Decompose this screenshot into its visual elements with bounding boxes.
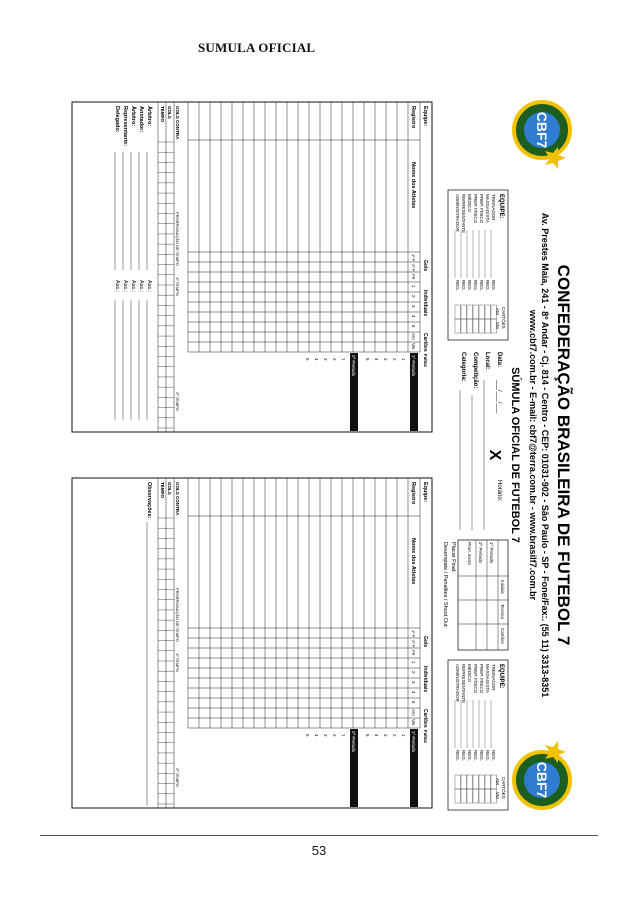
staff-role: REPRESENTANTE [461, 194, 466, 234]
document-title: SUMULA OFICIAL [198, 40, 316, 55]
footer-rule [40, 835, 598, 836]
falta-number: 3 [383, 734, 388, 737]
tempo-label: TEMPO [160, 482, 165, 499]
gols-contra-label: GOLS CONTRA [175, 482, 180, 516]
signature-label: Ass.: [130, 280, 136, 293]
card-column-label: AM [495, 308, 500, 315]
scanned-scoresheet [62, 90, 582, 820]
equipe-header: Equipe: [422, 482, 428, 503]
first-half-label: 1º TEMPO [175, 653, 180, 672]
card-column-label: VM [495, 792, 500, 799]
staff-role: MASSAGISTA [485, 664, 490, 693]
signature-label: Ass.: [114, 280, 120, 293]
staff-role: ADMINISTRADOR [455, 194, 460, 232]
first-half-label: 1º TEMPO [175, 277, 180, 296]
individual-column-label: 4 [411, 315, 416, 318]
placar-final-label: Placar Final: [450, 542, 456, 573]
falta-number: 5 [305, 358, 310, 361]
desempate-label: Desempate / Penalties / Shoot Out: [442, 542, 448, 629]
card-column-label: Ver [411, 343, 416, 350]
official-label: Representante: [122, 106, 128, 147]
cartoes-header: Cartões [422, 333, 428, 352]
logo-text-left: CBF7 [534, 111, 550, 149]
period-label: 2º Período [351, 355, 356, 377]
cartoes-label: CARTÕES [501, 307, 506, 329]
staff-role: MASSAGISTA [485, 194, 490, 223]
individual-column-label: 3 [411, 305, 416, 308]
signature-label: Ass.: [146, 280, 152, 293]
gol-column-label: PR [411, 274, 416, 280]
gol-column-label: 2º P [411, 640, 416, 648]
score-row-label: 1º Período [489, 542, 494, 564]
official-label: Árbitro: [146, 106, 152, 127]
official-label: Árbitro: [130, 106, 136, 127]
individual-column-label: 2 [411, 295, 416, 298]
staff-reg-label: REG. [479, 280, 484, 292]
staff-role: REPRESENTANTE [461, 664, 466, 704]
cartoes-header: Cartões [422, 709, 428, 728]
registro-header: Registro [410, 106, 416, 129]
individual-column-label: 5 [411, 701, 416, 704]
venue-label: Local: [484, 352, 490, 370]
individual-column-label: 2 [411, 671, 416, 674]
staff-role: PREP. FÍSICO [479, 664, 484, 694]
staff-reg-label: REG. [473, 280, 478, 292]
card-column-label: Am [411, 333, 416, 340]
official-label: Delegado: [114, 106, 120, 133]
staff-reg-label: REG. [491, 280, 496, 292]
signature-label: Ass.: [122, 280, 128, 293]
observacoes-label: Observações: [146, 482, 152, 519]
falta-number: 1 [401, 358, 406, 361]
falta-number: 3 [383, 358, 388, 361]
staff-reg-label: REG. [455, 280, 460, 292]
org-address: Av. Prestes Maia, 241 - 8º Andar - Cj. 814 - Centro - CEP: 01031-902 - São Paulo - SP - Fone/Fax:. (55 11) 3313-8351 [540, 212, 550, 698]
rotated-scoresheet [62, 90, 582, 820]
time-label: Horário: [496, 480, 502, 502]
period-label: 2º Período [351, 731, 356, 753]
staff-role: MÉDICO [467, 194, 472, 212]
falta-number: 1 [401, 734, 406, 737]
individuais-header: Individuais [422, 666, 428, 693]
tempo-label: TEMPO [160, 106, 165, 123]
nome-header: Nome dos Atletas [410, 162, 416, 209]
faltas-header: Faltas [423, 354, 428, 368]
gols-contra-label: GOLS CONTRA [175, 106, 180, 140]
falta-number: 4 [374, 358, 379, 361]
score-column-label: Tecnico [500, 604, 505, 620]
gols-header: Gols [422, 636, 428, 648]
staff-reg-label: REG. [485, 750, 490, 762]
prorrogacao-label: PRORROGAÇÃO DE TEMPO [175, 588, 180, 642]
date-value: ___/___/___ [496, 380, 502, 414]
gols-label: GOLS [167, 482, 172, 495]
gols-label: GOLS [167, 106, 172, 119]
gol-column-label: 2º P [411, 264, 416, 272]
org-name: CONFEDERAÇÃO BRASILEIRA DE FUTEBOL 7 [554, 264, 573, 646]
staff-reg-label: REG. [485, 280, 490, 292]
card-column-label: VM [495, 322, 500, 329]
prorrogacao-label: PRORROGAÇÃO DE TEMPO [175, 212, 180, 266]
falta-number: 3 [323, 358, 328, 361]
cartoes-label: CARTÕES [501, 777, 506, 799]
staff-reg-label: REG. [455, 750, 460, 762]
form-title: SÚMULA OFICIAL DE FUTEBOL 7 [509, 367, 521, 543]
second-half-label: 2º TEMPO [175, 768, 180, 787]
falta-number: 1 [341, 358, 346, 361]
score-row-label: Prorr. Extra [467, 542, 472, 565]
gol-column-label: 1º P [411, 630, 416, 638]
staff-role: MÉDICO [467, 664, 472, 682]
scoresheet-svg [62, 90, 582, 820]
gols-header: Gols [422, 260, 428, 272]
official-label: Anotador: [138, 106, 144, 133]
falta-number: 5 [365, 358, 370, 361]
staff-role: PREP. FÍSICO [479, 194, 484, 224]
score-column-label: Iniciais [500, 580, 505, 594]
staff-reg-label: REG. [491, 750, 496, 762]
falta-number: 4 [374, 734, 379, 737]
equipe-header: Equipe: [422, 106, 428, 127]
signature-label: Ass.: [138, 280, 144, 293]
falta-number: 2 [332, 734, 337, 737]
registro-header: Registro [410, 482, 416, 505]
staff-reg-label: REG. [461, 280, 466, 292]
page-number: 53 [311, 843, 327, 858]
logo-text-right: CBF7 [534, 761, 550, 799]
individual-column-label: 3 [411, 681, 416, 684]
card-column-label: AM [495, 778, 500, 785]
equipe-label: EQUIPE: [498, 664, 504, 689]
staff-role: TREINADOR [491, 664, 496, 691]
staff-role: PREP. FÍSICO [473, 194, 478, 224]
staff-reg-label: REG. [479, 750, 484, 762]
score-row-label: 2º Período [478, 542, 483, 564]
second-half-label: 2º TEMPO [175, 392, 180, 411]
gol-column-label: PR [411, 650, 416, 656]
score-column-label: Cartões [500, 628, 505, 644]
falta-number: 3 [323, 734, 328, 737]
faltas-header: Faltas [423, 730, 428, 744]
equipe-label: EQUIPE: [498, 194, 504, 219]
staff-role: PREP. FÍSICO [473, 664, 478, 694]
nome-header: Nome dos Atletas [410, 538, 416, 585]
competition-label: Competição: [472, 352, 478, 389]
staff-role: TREINADOR [491, 194, 496, 221]
period-label: 1º Período [411, 731, 416, 753]
individual-column-label: 5 [411, 325, 416, 328]
card-column-label: Am [411, 709, 416, 716]
gol-column-label: 1º P [411, 254, 416, 262]
org-web: www.cbf7.com.br - E-mail: cbf7@terra.com.br - www.brasilf7.com.br [528, 309, 538, 601]
individual-column-label: 1 [411, 285, 416, 288]
staff-reg-label: REG. [467, 280, 472, 292]
falta-number: 2 [392, 358, 397, 361]
falta-number: 5 [365, 734, 370, 737]
individual-column-label: 1 [411, 661, 416, 664]
falta-number: 4 [314, 734, 319, 737]
staff-reg-label: REG. [461, 750, 466, 762]
staff-reg-label: REG. [467, 750, 472, 762]
falta-number: 2 [332, 358, 337, 361]
individuais-header: Individuais [422, 290, 428, 317]
individual-column-label: 4 [411, 691, 416, 694]
date-label: Data: [496, 352, 502, 368]
versus-mark: X [486, 449, 503, 461]
staff-reg-label: REG. [473, 750, 478, 762]
period-label: 1º Período [411, 355, 416, 377]
falta-number: 2 [392, 734, 397, 737]
card-column-label: Ver [411, 719, 416, 726]
staff-role: ADMINISTRADOR [455, 664, 460, 702]
falta-number: 4 [314, 358, 319, 361]
falta-number: 1 [341, 734, 346, 737]
category-label: Categoria: [460, 352, 466, 382]
falta-number: 5 [305, 734, 310, 737]
